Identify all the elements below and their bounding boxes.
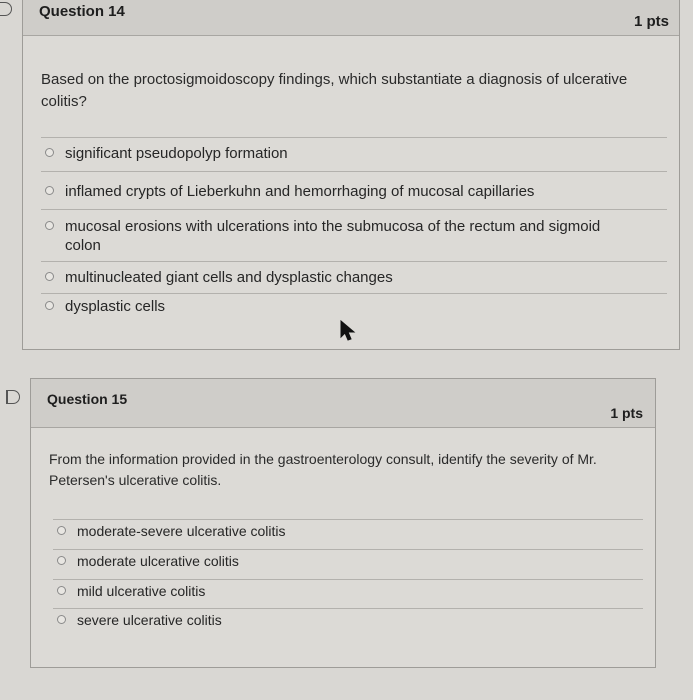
- question-14-prompt: Based on the proctosigmoidoscopy findings, which substantiate a diagnosis of ulcerative colitis?: [41, 71, 628, 110]
- radio-icon[interactable]: [45, 272, 54, 281]
- answer-option[interactable]: moderate ulcerative colitis: [57, 552, 239, 571]
- mouse-cursor-icon: [340, 320, 356, 342]
- flag-question-icon[interactable]: [6, 390, 20, 404]
- radio-icon[interactable]: [57, 586, 66, 595]
- question-15-prompt: From the information provided in the gastroenterology consult, identify the severity of Mr. Petersen's ulcerative colitis.: [49, 451, 597, 488]
- radio-icon[interactable]: [45, 148, 54, 157]
- answer-option[interactable]: inflamed crypts of Lieberkuhn and hemorrhaging of mucosal capillaries: [45, 182, 534, 201]
- flag-question-icon[interactable]: [0, 2, 12, 16]
- answer-option[interactable]: mucosal erosions with ulcerations into the submucosa of the rectum and sigmoid colon: [45, 217, 600, 255]
- radio-icon[interactable]: [57, 526, 66, 535]
- answer-option[interactable]: dysplastic cells: [45, 297, 165, 316]
- radio-icon[interactable]: [57, 556, 66, 565]
- answer-option[interactable]: severe ulcerative colitis: [57, 611, 222, 630]
- answer-option[interactable]: significant pseudopolyp formation: [45, 144, 288, 163]
- answer-option[interactable]: multinucleated giant cells and dysplastic changes: [45, 268, 393, 287]
- question-15-title: Question 15: [47, 391, 128, 407]
- question-15-card: [30, 378, 656, 668]
- question-14-points: 1 pts: [633, 13, 669, 30]
- question-15-points: 1 pts: [610, 405, 643, 421]
- answer-option[interactable]: mild ulcerative colitis: [57, 582, 205, 601]
- radio-icon[interactable]: [57, 615, 66, 624]
- question-14-card: [22, 0, 680, 350]
- radio-icon[interactable]: [45, 221, 54, 230]
- answer-option[interactable]: moderate-severe ulcerative colitis: [57, 522, 286, 541]
- question-14-title: Question 14: [39, 3, 125, 20]
- radio-icon[interactable]: [45, 301, 54, 310]
- radio-icon[interactable]: [45, 186, 54, 195]
